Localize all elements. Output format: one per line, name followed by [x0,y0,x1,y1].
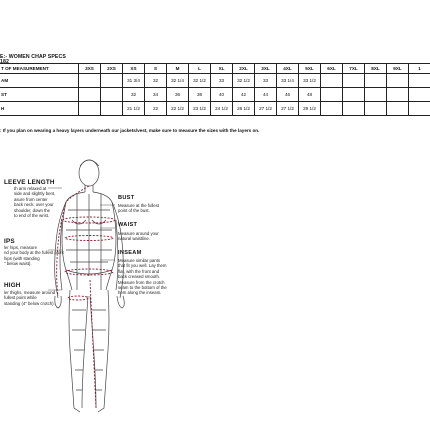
text-line: hips (with standing [4,255,40,261]
text-line: that fit you well. Lay them [118,263,167,269]
table-cell [365,74,387,88]
table-cell: 21 1/2 [123,102,145,116]
table-cell: 32 1/2 [233,74,255,88]
hips-title: IPS [4,238,15,245]
col-header: 5XL [299,64,321,74]
table-cell [101,88,123,102]
table-cell: 22 [145,102,167,116]
text-line: ler hips, measure [4,245,37,250]
row-label: ST [0,88,79,102]
text-line: hem along the inseam. [118,290,162,296]
table-cell [321,102,343,116]
col-header: 4XL [277,64,299,74]
col-header: 3XL [255,64,277,74]
table-cell: 33 [211,74,233,88]
text-line: th arm relaxed at [14,186,47,191]
text-line: Measure at the fullest [118,203,160,208]
text-line: natural waistline. [118,236,151,242]
body-figure-illustration [0,150,430,430]
table-cell [321,88,343,102]
col-header: 9XL [387,64,409,74]
table-row [0,102,430,116]
text-line: shoulder, down the [14,207,51,213]
table-cell: 32 [123,88,145,102]
table-cell [79,102,101,116]
bust-title: BUST [118,195,135,201]
table-row [0,74,430,88]
text-line: flat, with the front and [118,268,160,274]
table-cell: 42 [233,88,255,102]
table-cell: 46 [277,88,299,102]
size-spec-table [0,63,430,116]
table-cell [343,74,365,88]
text-line: " below waist). [4,261,32,267]
col-header: 7XL [343,64,365,74]
text-line: asure from center [14,196,48,202]
table-cell [343,88,365,102]
text-line: point of the bust. [118,208,150,214]
table-cell: 48 [299,88,321,102]
table-cell: 33 1/4 [277,74,299,88]
table-cell [101,102,123,116]
table-cell: 31 3/4 [123,74,145,88]
thigh-title: HIGH [4,282,21,289]
table-cell: 29 1/2 [299,102,321,116]
table-cell: 33 [255,74,277,88]
col-header: 3XS [79,64,101,74]
table-cell: 34 [145,88,167,102]
sleeve-length-title: LEEVE LENGTH [4,179,55,186]
table-cell: 23 1/2 [189,102,211,116]
table-header-row [0,64,430,74]
table-cell [409,102,430,116]
table-cell: 27 1/2 [277,102,299,116]
col-header: 2XL [233,64,255,74]
text-line: side and slightly bent, [14,191,56,197]
table-cell: 22 1/2 [167,102,189,116]
table-cell: 24 1/2 [211,102,233,116]
hips-text [4,245,64,267]
col-header: XS [123,64,145,74]
table-row [0,88,430,102]
col-header: L [189,64,211,74]
table-cell: 33 1/2 [299,74,321,88]
table-cell: 38 [189,88,211,102]
inseam-title: INSEAM [118,250,142,256]
table-cell [409,74,430,88]
text-line: nd your body at the fullest point [4,250,64,256]
table-cell: 36 [167,88,189,102]
text-line: standing (4" below crotch). [4,300,55,306]
table-cell [365,102,387,116]
spec-title: E:- WOMEN CHAP SPECS [0,54,66,60]
table-cell [387,102,409,116]
table-cell: 26 1/2 [233,102,255,116]
table-cell: 32 1/2 [189,74,211,88]
text-line: Measure from the crotch [118,279,165,285]
col-header: 8XL [365,64,387,74]
col-header: S [145,64,167,74]
text-line: back creased smooth. [118,274,161,280]
text-line: Measure around your [118,231,159,236]
col-header: 2XS [101,64,123,74]
thigh-text [4,290,55,306]
row-label: H [0,102,79,116]
waist-title: WAIST [118,222,138,228]
table-cell: 44 [255,88,277,102]
waist-text [118,231,159,242]
col-header: M [167,64,189,74]
table-cell: 32 [145,74,167,88]
col-header: XL [211,64,233,74]
table-cell [409,88,430,102]
table-cell [321,74,343,88]
table-cell [101,74,123,88]
col-header: 6XL [321,64,343,74]
col-header: 1 [409,64,430,74]
table-cell [343,102,365,116]
text-line: fullest point while [4,295,37,301]
table-cell: 32 1/4 [167,74,189,88]
col-header: T OF MEASUREMENT [0,64,79,74]
woman-figure-icon [55,160,125,412]
spec-code: 182 [0,59,9,65]
table-cell: 27 1/2 [255,102,277,116]
row-label: AM [0,74,79,88]
table-cell [365,88,387,102]
layers-note: : If you plan on wearing a heavy layers underneath our jackets/vest, make sure to measure the sizes with the layers on. [0,128,260,133]
sleeve-length-text [14,186,55,218]
bust-text [118,203,159,214]
inseam-text [118,258,167,296]
table-cell [79,74,101,88]
text-line: back neck, over your [14,202,54,208]
table-cell [79,88,101,102]
text-line: seam to the bottom of the [118,285,167,291]
table-cell: 40 [211,88,233,102]
table-cell [387,88,409,102]
table-cell [387,74,409,88]
text-line: Measure similar pants [118,258,161,263]
text-line: ler thighs, measure around [4,290,56,295]
text-line: to end of the wrist. [14,213,50,219]
